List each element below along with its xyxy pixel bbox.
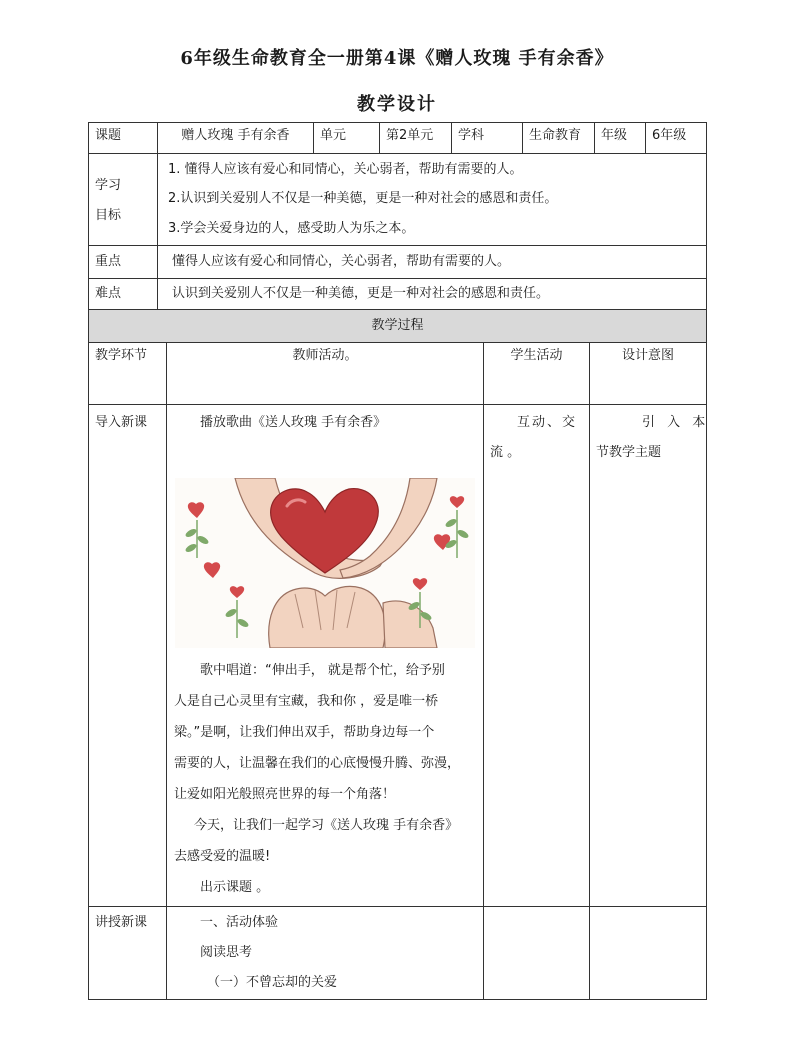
paragraph-line: 梁。”是啊，让我们伸出双手，帮助身边每一个 — [174, 725, 435, 740]
paragraph-line: 让爱如阳光般照亮世界的每一个角落！ — [174, 787, 396, 802]
intro-student-line: 流 。 — [490, 445, 521, 460]
lecture-student-cell — [483, 906, 590, 1000]
paragraph-line: 去感受爱的温暖! — [174, 849, 271, 864]
subject-value: 生命教育 — [522, 122, 595, 154]
objective-item: 2.认识到关爱别人不仅是一种美德，更是一种对社会的感恩和责任。 — [168, 191, 558, 206]
objective-item: 1. 懂得人应该有爱心和同情心，关心弱者，帮助有需要的人。 — [168, 162, 523, 177]
lecture-line: 阅读思考 — [200, 945, 253, 960]
unit-value: 第2单元 — [379, 122, 452, 154]
objective-item: 3.学会关爱身边的人，感受助人为乐之本。 — [168, 221, 415, 236]
lecture-line: （一）不曾忘却的关爱 — [207, 975, 338, 990]
paragraph-line: 人是自己心灵里有宝藏，我和你 ，爱是唯一桥 — [174, 694, 439, 709]
lecture-line: 一、活动体验 — [200, 915, 279, 930]
lecture-stage: 讲授新课 — [88, 906, 167, 1000]
column-header-intent: 设计意图 — [589, 342, 707, 405]
grade-value: 6年级 — [645, 122, 707, 154]
subject-label: 学科 — [451, 122, 523, 154]
grade-label: 年级 — [594, 122, 646, 154]
unit-label: 单元 — [313, 122, 380, 154]
lecture-intent-cell — [589, 906, 707, 1000]
intro-intent-cell — [589, 404, 710, 907]
paragraph-line: 今天，让我们一起学习《送人玫瑰 手有余香》 — [194, 818, 459, 833]
document-subtitle: 教学设计 — [357, 94, 437, 115]
intro-teacher-cell — [166, 404, 484, 907]
lesson-plan-table — [88, 122, 710, 1000]
document-title: 6年级生命教育全一册第4课《赠人玫瑰 手有余香》 — [180, 48, 614, 69]
paragraph-line: 歌中唱道：“伸出手， 就是帮个忙，给予别 — [200, 663, 445, 678]
paragraph-line: 出示课题 。 — [200, 880, 270, 895]
intro-student-line: 互动、交 — [517, 415, 578, 430]
intro-intent-line: 引 入 本 — [642, 415, 710, 430]
key-point-label: 重点 — [88, 245, 158, 279]
column-header-student: 学生活动 — [483, 342, 590, 405]
intro-teacher-first: 播放歌曲《送人玫瑰 手有余香》 — [200, 415, 387, 430]
column-header-stage: 教学环节 — [88, 342, 167, 405]
intro-teacher-paragraph — [174, 655, 478, 903]
intro-stage: 导入新课 — [88, 404, 167, 907]
objectives-label-line-2: 目标 — [95, 208, 122, 223]
lecture-teacher-cell — [166, 906, 484, 1000]
course-value: 赠人玫瑰 手有余香 — [157, 122, 314, 154]
difficulty-value: 认识到关爱别人不仅是一种美德，更是一种对社会的感恩和责任。 — [157, 278, 707, 310]
intro-student-cell — [483, 404, 590, 907]
objectives-label-line-1: 学习 — [95, 178, 122, 193]
paragraph-line: 需要的人，让温馨在我们的心底慢慢升腾、弥漫， — [174, 756, 461, 771]
course-label: 课题 — [88, 122, 158, 154]
column-header-teacher: 教师活动。 — [166, 342, 484, 405]
difficulty-label: 难点 — [88, 278, 158, 310]
objectives-label-cell — [88, 153, 158, 246]
objectives-cell — [157, 153, 707, 246]
process-section-title: 教学过程 — [88, 309, 707, 343]
intro-intent-line: 节教学主题 — [596, 445, 662, 460]
key-point-value: 懂得人应该有爱心和同情心，关心弱者，帮助有需要的人。 — [157, 245, 707, 279]
heart-hands-illustration — [175, 478, 475, 648]
